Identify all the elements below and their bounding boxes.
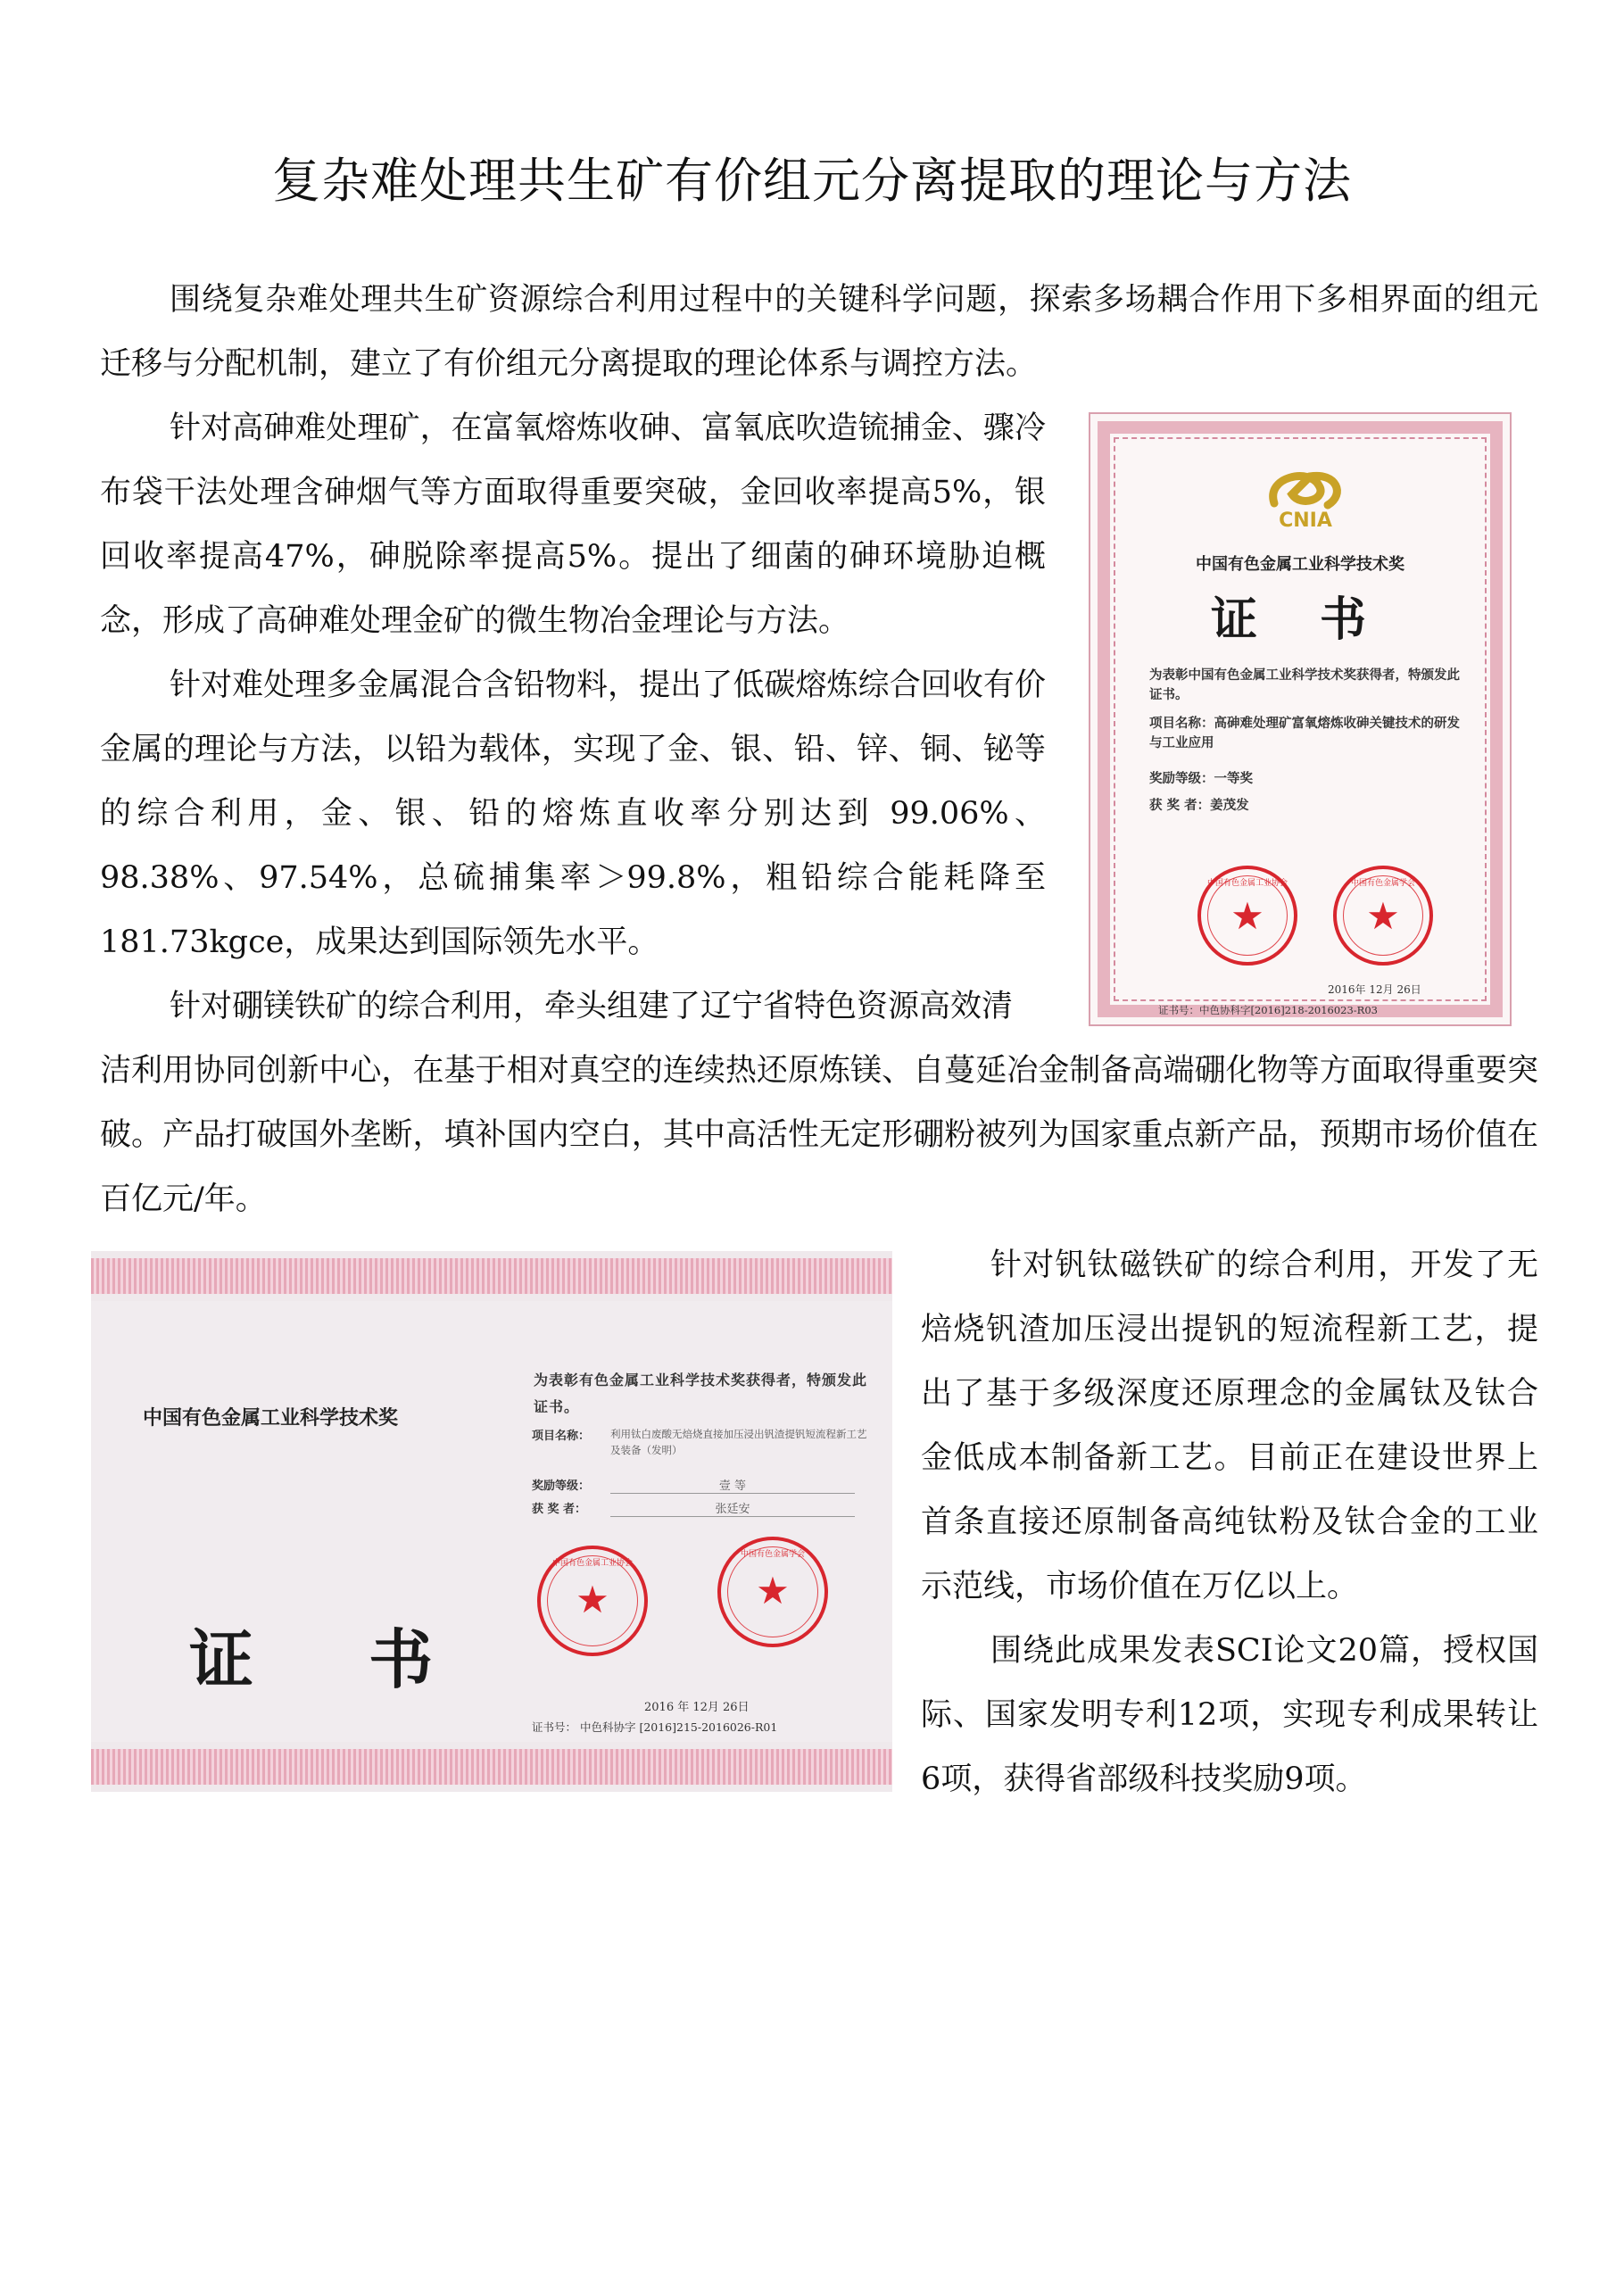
certificate-heading: 证 书	[1210, 593, 1390, 647]
project-value: 高砷难处理矿富氧熔炼收砷关键技术的研发与工业应用	[1149, 716, 1460, 750]
certificate-org-title: 中国有色金属工业科学技术奖	[143, 1407, 399, 1430]
paragraph-boron-magnesium-iron-cont: 洁利用协同创新中心，在基于相对真空的连续热还原炼镁、自蔓延冶金制备高端硼化物等方面取得重要突破。产品打破国外垄断，填补国内空白，其中高活性无定形硼粉被列为国家重点新产品，预期市场价值在百亿元/年。	[100, 1053, 1538, 1217]
level-label: 奖励等级：	[1149, 771, 1214, 786]
winner-label: 获 奖 者：	[1149, 798, 1211, 813]
star-icon: ★	[1230, 894, 1264, 938]
certificate-project-row	[1149, 714, 1465, 753]
red-seal-society	[1333, 866, 1433, 966]
paragraph-boron-magnesium-iron-start: 针对硼镁铁矿的综合利用，牵头组建了辽宁省特色资源高效清	[170, 989, 1014, 1024]
project-value: 利用钛白废酸无焙烧直接加压浸出钒渣提钒短流程新工艺及装备（发明）	[610, 1428, 867, 1456]
project-label: 项目名称：	[1149, 716, 1214, 731]
certificate-date: 2016 年 12月 26日	[644, 1701, 750, 1714]
red-seal-association	[1197, 866, 1297, 966]
certificate-image-first-prize	[1089, 412, 1512, 1026]
level-value: 壹 等	[610, 1476, 855, 1494]
certificate-number: 证书号： 中色科协字 [2016]215-2016026-R01	[532, 1720, 778, 1734]
certificate-winner-row	[532, 1499, 855, 1517]
certificate-level-row	[1149, 769, 1465, 789]
page-title: 复杂难处理共生矿有价组元分离提取的理论与方法	[272, 153, 1352, 209]
winner-value: 姜茂发	[1210, 798, 1249, 813]
certificate-top-band	[91, 1258, 892, 1294]
level-value: 一等奖	[1214, 771, 1253, 786]
certificate-intro: 为表彰中国有色金属工业科学技术奖获得者，特颁发此证书。	[1149, 667, 1460, 702]
winner-label: 获 奖 者：	[532, 1503, 587, 1516]
seal-text: 中国有色金属工业协会	[551, 1559, 633, 1568]
star-icon: ★	[756, 1569, 790, 1612]
star-icon: ★	[1366, 894, 1400, 938]
seal-text: 中国有色金属工业协会	[1206, 879, 1288, 888]
certificate-intro: 为表彰有色金属工业科学技术奖获得者，特颁发此证书。	[534, 1372, 868, 1415]
certificate-winner-row	[1149, 796, 1465, 816]
paragraph-achievements: 围绕此成果发表SCI论文20篇，授权国际、国家发明专利12项，实现专利成果转让6项，获得省部级科技奖励9项。	[921, 1633, 1538, 1797]
red-seal-society	[717, 1537, 828, 1647]
certificate-image-first-class	[91, 1251, 892, 1792]
cnia-logo-icon	[1256, 468, 1355, 530]
certificate-date: 2016年 12月 26日	[1328, 983, 1421, 996]
certificate-number: 证书号：中色协科字[2016]218-2016023-R03	[1158, 1004, 1378, 1016]
cnia-logo-text: CNIA	[1279, 510, 1332, 530]
seal-text: 中国有色金属学会	[740, 1550, 805, 1559]
paragraph-intro: 围绕复杂难处理共生矿资源综合利用过程中的关键科学问题，探索多场耦合作用下多相界面的组元迁移与分配机制，建立了有价组元分离提取的理论体系与调控方法。	[100, 282, 1538, 382]
certificate-level-row	[532, 1476, 855, 1494]
paragraph-polymetallic-lead: 针对难处理多金属混合含铅物料，提出了低碳熔炼综合回收有价金属的理论与方法，以铅为载体，实现了金、银、铅、锌、铜、铋等的综合利用，金、银、铅的熔炼直收率分别达到 99.06%、98.38%、97.54%，总硫捕集率＞99.8%，粗铅综合能耗降至181.73kgce，成果达到国际领先水平。	[100, 667, 1046, 960]
certificate-bottom-band	[91, 1749, 892, 1785]
level-label: 奖励等级：	[532, 1480, 591, 1493]
certificate-org-title: 中国有色金属工业科学技术奖	[1196, 555, 1404, 574]
paragraph-high-arsenic: 针对高砷难处理矿，在富氧熔炼收砷、富氧底吹造锍捕金、骤冷布袋干法处理含砷烟气等方面取得重要突破，金回收率提高5%，银回收率提高47%，砷脱除率提高5%。提出了细菌的砷环境胁迫概念，形成了高砷难处理金矿的微生物冶金理论与方法。	[100, 410, 1046, 639]
certificate-project-row	[532, 1426, 869, 1458]
paragraph-vanadium-titanium: 针对钒钛磁铁矿的综合利用，开发了无焙烧钒渣加压浸出提钒的短流程新工艺，提出了基于多级深度还原理念的金属钛及钛合金低成本制备新工艺。目前正在建设世界上首条直接还原制备高纯钛粉及钛合金的工业示范线，市场价值在万亿以上。	[921, 1247, 1538, 1604]
certificate-heading: 证 书	[189, 1621, 480, 1697]
star-icon: ★	[576, 1578, 609, 1621]
project-label: 项目名称：	[532, 1430, 591, 1443]
seal-text: 中国有色金属学会	[1350, 879, 1415, 888]
winner-value: 张廷安	[610, 1499, 855, 1517]
red-seal-association	[537, 1546, 648, 1656]
